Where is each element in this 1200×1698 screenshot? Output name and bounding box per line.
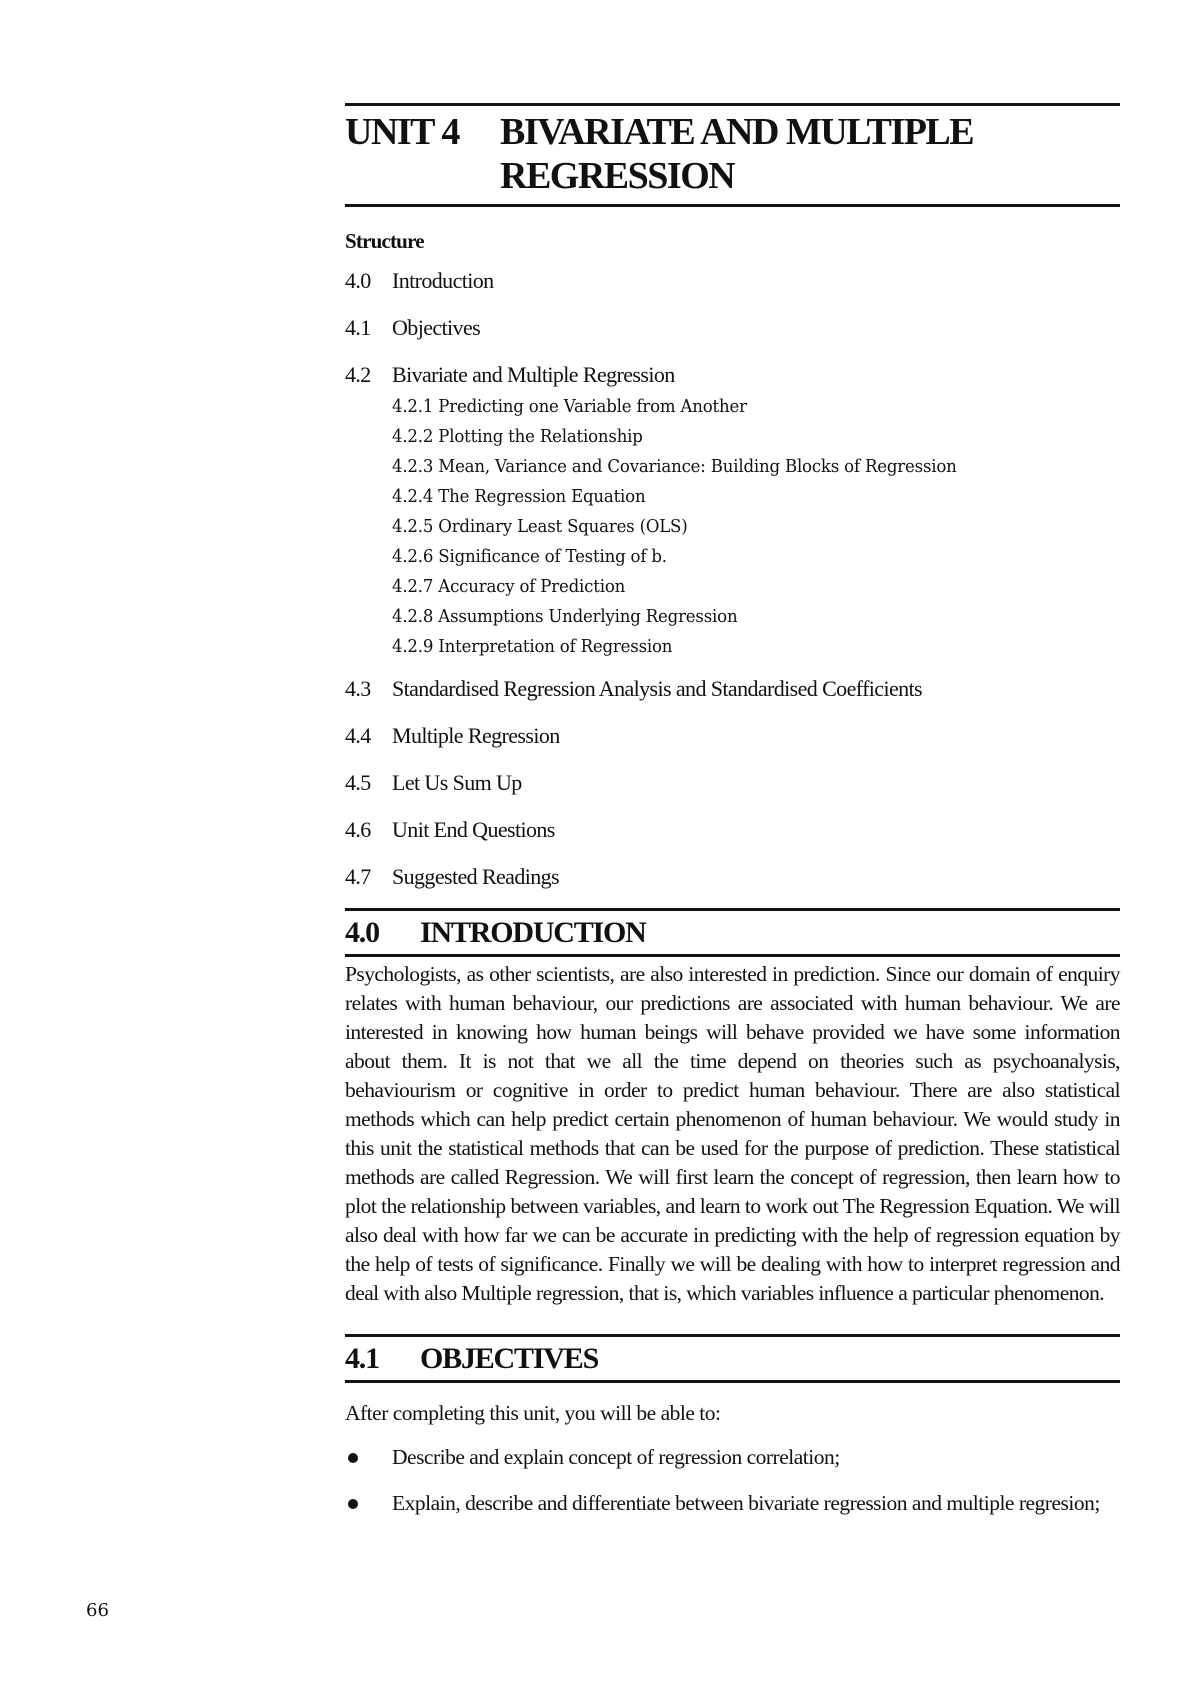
page-content: [345, 103, 1120, 1535]
toc-subitem: 4.2.3 Mean, Variance and Covariance: Building Blocks of Regression: [392, 456, 957, 477]
toc-item-label: Multiple Regression: [392, 723, 560, 748]
toc-item-number: 4.3: [345, 676, 371, 701]
bullet-icon: [345, 1489, 392, 1518]
toc-item-label: Introduction: [392, 268, 494, 293]
section-number: 4.1: [345, 1342, 379, 1375]
toc-item-number: 4.0: [345, 268, 371, 293]
objective-item: [345, 1489, 1120, 1518]
toc-subitem: 4.2.5 Ordinary Least Squares (OLS): [392, 516, 688, 537]
bullet-icon: [345, 1443, 392, 1472]
toc-item-number: 4.6: [345, 817, 371, 842]
unit-heading: [345, 106, 1120, 204]
objectives-heading: [345, 1337, 1120, 1383]
toc-subitem: 4.2.9 Interpretation of Regression: [392, 636, 673, 657]
unit-title-line-1: BIVARIATE AND MULTIPLE: [500, 111, 974, 153]
toc-item: [345, 770, 1120, 796]
toc-item-label: Bivariate and Multiple Regression: [392, 362, 675, 387]
introduction-paragraph: Psychologists, as other scientists, are also interested in prediction. Since our domain of enquiry relates with human behaviour, our predictions are associated with human behaviour. We are interested in knowing how human beings will behave provided we have some information about them. It is not that we all the time depend on theories such as psychoanalysis, behaviourism or cognitive in order to predict human behaviour. There are also statistical methods which can help predict certain phenomenon of human behaviour. We would study in this unit the statistical methods that can be used for the purpose of prediction. These statistical methods are called Regression. We will first learn the concept of regression, then learn how to plot the relationship between variables, and learn to work out The Regression Equation. We will also deal with how far we can be accurate in predicting with the help of regression equation by the help of tests of significance. Finally we will be dealing with how to interpret regression and deal with also Multiple regression, that is, which variables influence a particular phenomenon.: [345, 962, 1120, 1305]
toc-item-number: 4.5: [345, 770, 371, 795]
objective-text: Describe and explain concept of regression correlation;: [392, 1445, 840, 1469]
section-number: 4.0: [345, 916, 379, 949]
unit-title-line-2: REGRESSION: [500, 155, 735, 197]
section-title: OBJECTIVES: [420, 1342, 599, 1375]
toc-subitem: 4.2.1 Predicting one Variable from Another: [392, 396, 747, 417]
toc-subitem: 4.2.7 Accuracy of Prediction: [392, 576, 626, 597]
toc-item: [345, 723, 1120, 749]
toc-item: [345, 864, 1120, 890]
toc-item: [345, 268, 1120, 294]
toc-item-label: Unit End Questions: [392, 817, 555, 842]
toc-item: [345, 676, 1120, 702]
toc-subitem: 4.2.2 Plotting the Relationship: [392, 426, 643, 447]
introduction-heading: [345, 911, 1120, 957]
toc-subitem: 4.2.8 Assumptions Underlying Regression: [392, 606, 738, 627]
section-title: INTRODUCTION: [420, 916, 646, 949]
unit-title: [500, 110, 1120, 198]
toc-item-label: Let Us Sum Up: [392, 770, 522, 795]
objective-item: [345, 1443, 1120, 1472]
table-of-contents: [345, 268, 1120, 890]
toc-item: [345, 362, 1120, 388]
toc-item-label: Suggested Readings: [392, 864, 560, 889]
toc-item-number: 4.1: [345, 315, 371, 340]
structure-label: Structure: [345, 229, 424, 253]
toc-subitems: [392, 392, 1120, 662]
toc-item-label: Standardised Regression Analysis and Standardised Coefficients: [392, 676, 923, 701]
toc-item-number: 4.4: [345, 723, 371, 748]
unit-heading-rule: [345, 204, 1120, 207]
toc-subitem: 4.2.4 The Regression Equation: [392, 486, 646, 507]
toc-item: [345, 817, 1120, 843]
unit-number: UNIT 4: [345, 111, 459, 153]
toc-subitem: 4.2.6 Significance of Testing of b.: [392, 546, 667, 567]
toc-item-number: 4.7: [345, 864, 371, 889]
toc-item: [345, 315, 1120, 341]
page-number: 66: [86, 1600, 109, 1621]
toc-item-label: Objectives: [392, 315, 481, 340]
objective-text: Explain, describe and differentiate between bivariate regression and multiple regresion;: [392, 1491, 1100, 1515]
objectives-lead: After completing this unit, you will be able to:: [345, 1401, 721, 1425]
toc-item-number: 4.2: [345, 362, 371, 387]
